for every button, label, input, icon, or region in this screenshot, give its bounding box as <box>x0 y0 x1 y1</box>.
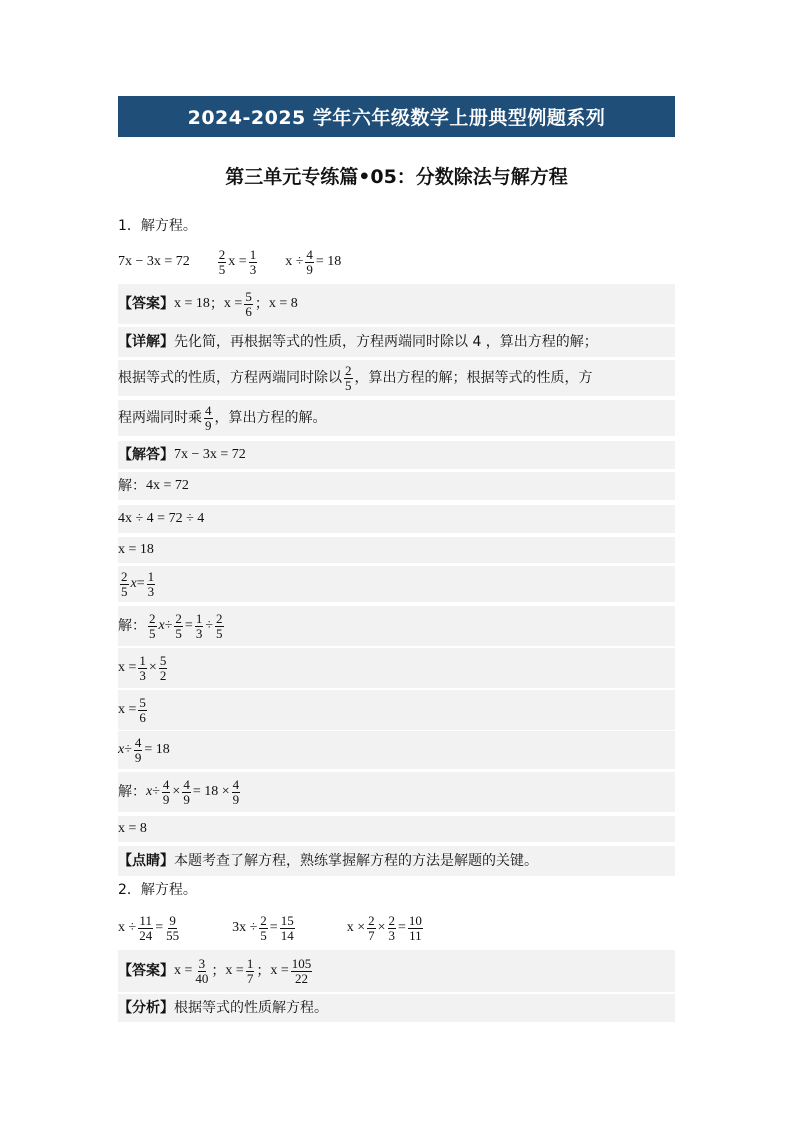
q1-sol-step: x ÷ $\frac{4}{9}$ = 18 <box>118 731 675 769</box>
q1-sol-step: x = $\frac{1}{3}$ × $\frac{5}{2}$ <box>118 648 675 688</box>
q1-answer: 【答案】 x = 18 ； x = $\frac{5}{6}$ ； x = 8 <box>118 284 675 324</box>
q1-solution-start: 【解答】 7x − 3x = 72 <box>118 441 675 469</box>
unit-title: 第三单元专练篇•05：分数除法与解方程 <box>225 166 568 188</box>
q1-detail-line3: 程两端同时乘 $\frac{4}{9}$ ，算出方程的解。 <box>118 400 675 436</box>
q1-sol-step: 解： x ÷ $\frac{4}{9}$ × $\frac{4}{9}$ = 18 × $\frac{4}{9}$ <box>118 772 675 812</box>
fraction: $\frac{2}{5}$ <box>218 246 226 277</box>
fraction: $\frac{4}{9}$ <box>205 402 212 433</box>
q1-detail-line2: 根据等式的性质，方程两端同时除以 $\frac{2}{5}$ ，算出方程的解；根据等式的性质，方 <box>118 360 675 396</box>
q1-comment: 【点睛】 本题考查了解方程，熟练掌握解方程的方法是解题的关键。 <box>118 846 675 876</box>
q2-answer: 【答案】 x = $\frac{3}{40}$ ； x = $\frac{1}{7}$ ； x = $\frac{105}{22}$ <box>118 950 675 992</box>
q1-sol-step: x = $\frac{5}{6}$ <box>118 690 675 730</box>
fraction: $\frac{4}{9}$ <box>306 246 313 277</box>
q1-sol-step: 4x ÷ 4 = 72 ÷ 4 <box>118 505 675 533</box>
question-1-label: 1．解方程。 <box>118 218 197 234</box>
series-title-banner <box>118 96 675 137</box>
q1-detail-line1: 【详解】 先化简，再根据等式的性质，方程两端同时除以 4 ，算出方程的解； <box>118 327 675 357</box>
fraction: $\frac{1}{3}$ <box>249 246 257 277</box>
fraction: $\frac{5}{6}$ <box>245 288 252 319</box>
question-1-equations: 7x − 3x = 72 $\frac{2}{5}$ x = $\frac{1}{3}$ x ÷ $\frac{4}{9}$ = 18 <box>118 246 342 277</box>
question-2-label: 2．解方程。 <box>118 882 197 898</box>
q1-eq1: 7x − 3x = 72 <box>118 254 190 269</box>
question-2-equations: x ÷ $\frac{11}{24}$ = $\frac{9}{55}$ 3x ÷ $\frac{2}{5}$ = $\frac{15}{14}$ x × $\frac{2}{7}$ × $\frac{2}{3}$ = $\frac{10}{11}$ <box>118 912 422 943</box>
series-title: 2024-2025 学年六年级数学上册典型例题系列 <box>187 107 606 129</box>
q1-sol-step: x = 18 <box>118 537 675 563</box>
q1-sol-step: 解： $\frac{2}{5}$ x ÷ $\frac{2}{5}$ = $\frac{1}{3}$ ÷ $\frac{2}{5}$ <box>118 606 675 646</box>
q1-sol-step: $\frac{2}{5}$ x = $\frac{1}{3}$ <box>118 566 675 602</box>
q2-analysis: 【分析】 根据等式的性质解方程。 <box>118 994 675 1022</box>
q1-sol-step: x = 8 <box>118 816 675 842</box>
fraction: $\frac{2}{5}$ <box>345 362 352 393</box>
q1-sol-step: 解： 4x = 72 <box>118 472 675 500</box>
